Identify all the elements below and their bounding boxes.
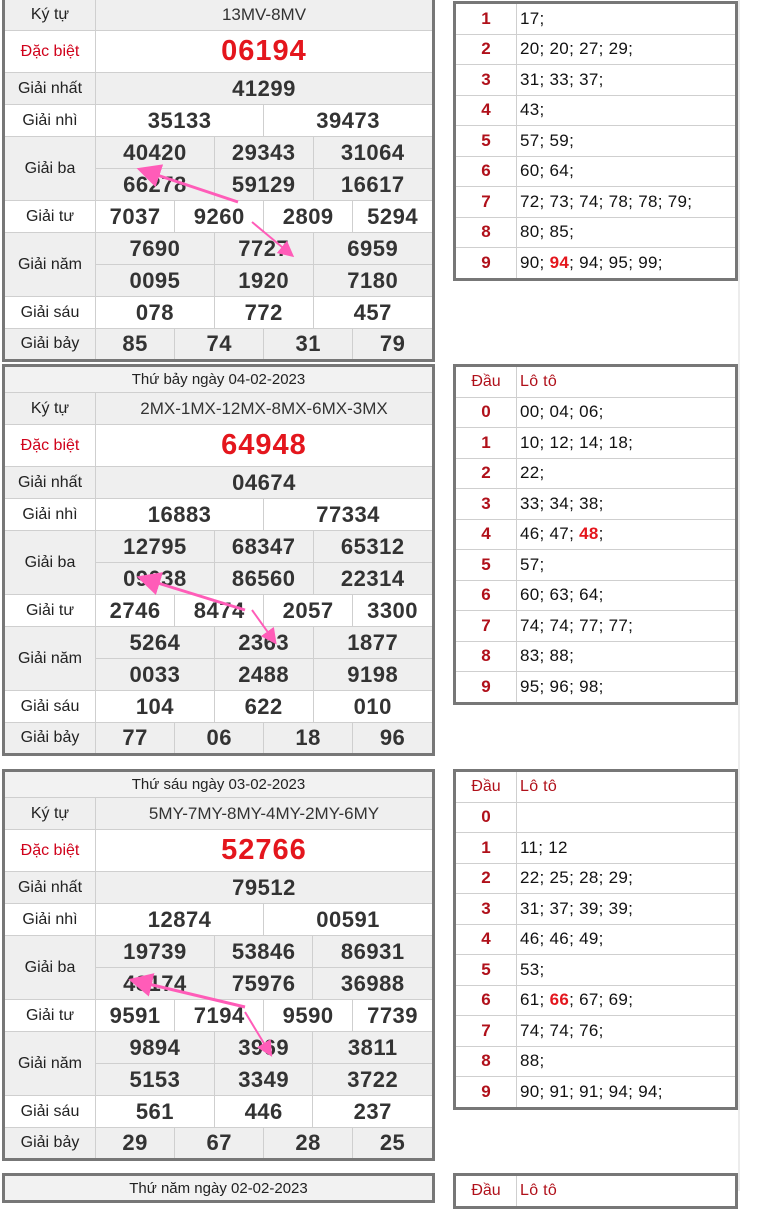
ky-tu-value: 5MY-7MY-8MY-4MY-2MY-6MY — [96, 798, 434, 830]
dac-biet-label: Đặc biệt — [4, 425, 96, 467]
giai-nhat-value: 04674 — [96, 467, 434, 499]
giai-bay-label: Giải bảy — [4, 723, 96, 755]
dau-value: 7 — [455, 611, 517, 642]
giai-nam-value: 3811 — [313, 1032, 434, 1064]
giai-sau-value: 561 — [96, 1096, 215, 1128]
giai-ba-value: 86931 — [313, 936, 434, 968]
loto-text: 90; — [520, 252, 550, 272]
giai-sau-value: 237 — [313, 1096, 434, 1128]
result-table — [2, 769, 435, 1161]
loto-values — [517, 985, 737, 1016]
dau-header: Đầu — [455, 771, 517, 803]
loto-row — [455, 65, 737, 96]
giai-nhat-label: Giải nhất — [4, 872, 96, 904]
dau-value: 6 — [455, 985, 517, 1016]
giai-nhi-value: 35133 — [96, 105, 264, 137]
giai-nhi-label: Giải nhì — [4, 904, 96, 936]
giai-nhi-value: 12874 — [96, 904, 264, 936]
giai-nam-value: 5264 — [96, 627, 215, 659]
giai-nam-value: 5153 — [96, 1064, 215, 1096]
dac-biet-value: 52766 — [96, 830, 434, 872]
giai-nhi-label: Giải nhì — [4, 105, 96, 137]
dau-value: 1 — [455, 833, 517, 864]
loto-values — [517, 1077, 737, 1109]
loto-values — [517, 65, 737, 96]
loto-row — [455, 863, 737, 894]
giai-nam-value: 9198 — [313, 659, 434, 691]
giai-nam-value: 3969 — [214, 1032, 313, 1064]
loto-text: 20; 20; 27; 29; — [520, 39, 634, 59]
giai-tu-label: Giải tư — [4, 1000, 96, 1032]
loto-text: ; 94; 95; 99; — [569, 252, 663, 272]
loto-values — [517, 428, 737, 459]
giai-ba-label: Giải ba — [4, 531, 96, 595]
giai-tu-value: 2057 — [264, 595, 353, 627]
dac-biet-label: Đặc biệt — [4, 31, 96, 73]
ky-tu-label: Ký tự — [4, 0, 96, 31]
giai-bay-value: 85 — [96, 329, 175, 361]
dau-value: 5 — [455, 126, 517, 157]
giai-bay-value: 25 — [353, 1128, 434, 1160]
giai-nhat-label: Giải nhất — [4, 73, 96, 105]
dau-value: 6 — [455, 580, 517, 611]
giai-nhi-value: 77334 — [264, 499, 434, 531]
giai-bay-label: Giải bảy — [4, 329, 96, 361]
dau-value: 9 — [455, 248, 517, 280]
loto-text: 95; 96; 98; — [520, 676, 604, 696]
giai-bay-value: 74 — [175, 329, 264, 361]
loto-values — [517, 611, 737, 642]
giai-bay-value: 31 — [264, 329, 353, 361]
loto-row — [455, 802, 737, 833]
loto-row — [455, 1046, 737, 1077]
giai-tu-label: Giải tư — [4, 595, 96, 627]
loto-values — [517, 833, 737, 864]
giai-bay-value: 18 — [264, 723, 353, 755]
loto-text: 22; 25; 28; 29; — [520, 868, 634, 888]
dau-value: 5 — [455, 955, 517, 986]
giai-nam-value: 2488 — [214, 659, 313, 691]
dau-value: 4 — [455, 95, 517, 126]
loto-row — [455, 34, 737, 65]
dac-biet-value: 64948 — [96, 425, 434, 467]
loto-row — [455, 833, 737, 864]
giai-tu-value: 7194 — [175, 1000, 264, 1032]
giai-bay-value: 96 — [353, 723, 434, 755]
giai-nhi-label: Giải nhì — [4, 499, 96, 531]
ky-tu-value: 2MX-1MX-12MX-8MX-6MX-3MX — [96, 393, 434, 425]
loto-row — [455, 672, 737, 704]
loto-text: 46; 46; 49; — [520, 929, 604, 949]
giai-ba-value: 53846 — [214, 936, 313, 968]
giai-tu-value: 5294 — [353, 201, 434, 233]
dau-value: 7 — [455, 187, 517, 218]
loto-values — [517, 458, 737, 489]
giai-tu-value: 7739 — [353, 1000, 434, 1032]
loto-row — [455, 126, 737, 157]
ky-tu-label: Ký tự — [4, 393, 96, 425]
loto-row — [455, 1077, 737, 1109]
loto-text: 60; 63; 64; — [520, 585, 604, 605]
giai-nam-value: 0033 — [96, 659, 215, 691]
giai-ba-value: 22314 — [313, 563, 434, 595]
loto-header: Lô tô — [517, 1175, 737, 1208]
giai-tu-value: 9590 — [264, 1000, 353, 1032]
giai-sau-label: Giải sáu — [4, 691, 96, 723]
draw-date-title: Thứ bảy ngày 04-02-2023 — [4, 366, 434, 393]
giai-ba-value: 19739 — [96, 936, 215, 968]
result-table — [2, 364, 435, 756]
loto-values — [517, 156, 737, 187]
loto-text: 60; 64; — [520, 161, 575, 181]
loto-values — [517, 95, 737, 126]
loto-row — [455, 458, 737, 489]
loto-text: 61; — [520, 990, 550, 1010]
dau-value: 3 — [455, 894, 517, 925]
giai-nhi-value: 16883 — [96, 499, 264, 531]
giai-ba-value: 29343 — [214, 137, 313, 169]
loto-row — [455, 428, 737, 459]
loto-highlight: 94 — [549, 252, 570, 272]
loto-row — [455, 489, 737, 520]
giai-tu-value: 7037 — [96, 201, 175, 233]
loto-text: 57; — [520, 554, 545, 574]
giai-bay-value: 29 — [96, 1128, 175, 1160]
giai-ba-value: 68347 — [214, 531, 313, 563]
dau-value: 9 — [455, 1077, 517, 1109]
giai-bay-value: 28 — [264, 1128, 353, 1160]
dau-value: 9 — [455, 672, 517, 704]
giai-nam-value: 6959 — [313, 233, 433, 265]
loto-row — [455, 955, 737, 986]
loto-text: 22; — [520, 463, 545, 483]
loto-values — [517, 34, 737, 65]
giai-ba-label: Giải ba — [4, 137, 96, 201]
dau-value: 3 — [455, 65, 517, 96]
giai-ba-value: 36988 — [313, 968, 434, 1000]
giai-sau-value: 457 — [313, 297, 433, 329]
giai-tu-value: 3300 — [353, 595, 434, 627]
giai-tu-value: 2809 — [264, 201, 353, 233]
giai-nam-value: 3349 — [214, 1064, 313, 1096]
giai-nam-label: Giải năm — [4, 233, 96, 297]
giai-nam-value: 7727 — [214, 233, 313, 265]
loto-values — [517, 641, 737, 672]
loto-text: 31; 33; 37; — [520, 69, 604, 89]
loto-row — [455, 217, 737, 248]
giai-tu-value: 9591 — [96, 1000, 175, 1032]
loto-text: 72; 73; 74; 78; 78; 79; — [520, 191, 693, 211]
loto-values — [517, 519, 737, 550]
giai-ba-value: 86560 — [214, 563, 313, 595]
giai-sau-label: Giải sáu — [4, 297, 96, 329]
dau-value: 2 — [455, 863, 517, 894]
loto-table — [453, 364, 738, 705]
loto-values — [517, 672, 737, 704]
loto-row — [455, 187, 737, 218]
loto-row — [455, 248, 737, 280]
loto-text: 74; 74; 77; 77; — [520, 615, 634, 635]
loto-text: 11; 12 — [520, 837, 568, 857]
loto-text: ; 67; 69; — [569, 990, 634, 1010]
giai-nam-value: 7690 — [96, 233, 215, 265]
giai-ba-value: 12795 — [96, 531, 215, 563]
loto-values — [517, 126, 737, 157]
loto-row — [455, 641, 737, 672]
loto-values — [517, 187, 737, 218]
dau-value: 7 — [455, 1016, 517, 1047]
loto-row — [455, 95, 737, 126]
giai-ba-value: 16617 — [313, 169, 433, 201]
loto-text: 31; 37; 39; 39; — [520, 898, 634, 918]
giai-ba-value: 31064 — [313, 137, 433, 169]
giai-tu-label: Giải tư — [4, 201, 96, 233]
loto-row — [455, 397, 737, 428]
loto-values — [517, 248, 737, 280]
dau-value: 6 — [455, 156, 517, 187]
loto-row — [455, 3, 737, 35]
loto-values — [517, 955, 737, 986]
loto-text: 17; — [520, 8, 545, 28]
dau-value: 5 — [455, 550, 517, 581]
giai-sau-value: 010 — [313, 691, 434, 723]
result-table — [2, 0, 435, 362]
loto-row — [455, 550, 737, 581]
giai-nhat-value: 79512 — [96, 872, 434, 904]
loto-values — [517, 894, 737, 925]
loto-row — [455, 924, 737, 955]
giai-nam-value: 1877 — [313, 627, 434, 659]
giai-ba-value: 75976 — [214, 968, 313, 1000]
giai-nhi-value: 00591 — [264, 904, 434, 936]
loto-values — [517, 863, 737, 894]
giai-bay-value: 77 — [96, 723, 175, 755]
loto-highlight: 48 — [579, 524, 599, 544]
draw-date-title: Thứ năm ngày 02-02-2023 — [4, 1175, 434, 1202]
loto-header: Lô tô — [517, 366, 737, 398]
dau-value: 3 — [455, 489, 517, 520]
giai-ba-value: 66278 — [96, 169, 215, 201]
loto-row — [455, 580, 737, 611]
giai-bay-label: Giải bảy — [4, 1128, 96, 1160]
loto-text: 43; — [520, 100, 545, 120]
loto-text: 74; 74; 76; — [520, 1020, 604, 1040]
giai-nam-value: 3722 — [313, 1064, 434, 1096]
loto-row — [455, 1016, 737, 1047]
loto-text: 00; 04; 06; — [520, 402, 604, 422]
loto-text: 33; 34; 38; — [520, 493, 604, 513]
loto-row — [455, 156, 737, 187]
giai-bay-value: 06 — [175, 723, 264, 755]
loto-row — [455, 611, 737, 642]
loto-values — [517, 550, 737, 581]
dau-header: Đầu — [455, 366, 517, 398]
giai-nhat-label: Giải nhất — [4, 467, 96, 499]
dau-value: 4 — [455, 519, 517, 550]
dau-value: 0 — [455, 802, 517, 833]
dau-value: 0 — [455, 397, 517, 428]
giai-bay-value: 67 — [175, 1128, 264, 1160]
loto-values — [517, 217, 737, 248]
loto-values — [517, 1046, 737, 1077]
loto-text: 80; 85; — [520, 222, 575, 242]
dau-value: 2 — [455, 34, 517, 65]
giai-nam-value: 1920 — [214, 265, 313, 297]
loto-text: 90; 91; 91; 94; 94; — [520, 1081, 663, 1101]
loto-text: 57; 59; — [520, 130, 575, 150]
loto-table — [453, 1, 738, 281]
giai-ba-value: 65312 — [313, 531, 434, 563]
dau-value: 8 — [455, 641, 517, 672]
ky-tu-value: 13MV-8MV — [96, 0, 434, 31]
draw-date-title: Thứ sáu ngày 03-02-2023 — [4, 771, 434, 798]
result-table — [2, 1173, 435, 1203]
dac-biet-label: Đặc biệt — [4, 830, 96, 872]
giai-nam-value: 7180 — [313, 265, 433, 297]
page-divider-line — [738, 0, 740, 1191]
loto-values — [517, 802, 737, 833]
giai-sau-value: 104 — [96, 691, 215, 723]
giai-nam-label: Giải năm — [4, 1032, 96, 1096]
loto-row — [455, 894, 737, 925]
giai-tu-value: 2746 — [96, 595, 175, 627]
loto-values — [517, 580, 737, 611]
loto-values — [517, 924, 737, 955]
loto-row — [455, 519, 737, 550]
giai-nhi-value: 39473 — [264, 105, 434, 137]
giai-nam-label: Giải năm — [4, 627, 96, 691]
loto-text: 10; 12; 14; 18; — [520, 432, 634, 452]
loto-header: Lô tô — [517, 771, 737, 803]
dau-value: 1 — [455, 428, 517, 459]
giai-sau-value: 622 — [214, 691, 313, 723]
giai-ba-label: Giải ba — [4, 936, 96, 1000]
giai-ba-value: 48174 — [96, 968, 215, 1000]
dau-value: 1 — [455, 3, 517, 35]
giai-sau-value: 078 — [96, 297, 215, 329]
giai-nhat-value: 41299 — [96, 73, 434, 105]
giai-nam-value: 0095 — [96, 265, 215, 297]
giai-ba-value: 09038 — [96, 563, 215, 595]
giai-sau-label: Giải sáu — [4, 1096, 96, 1128]
giai-sau-value: 446 — [214, 1096, 313, 1128]
dac-biet-value: 06194 — [96, 31, 434, 73]
dau-value: 4 — [455, 924, 517, 955]
dau-value: 8 — [455, 1046, 517, 1077]
loto-text: ; — [598, 524, 604, 544]
loto-highlight: 66 — [549, 990, 570, 1010]
loto-text: 46; 47; — [520, 524, 580, 544]
dau-header: Đầu — [455, 1175, 517, 1208]
giai-tu-value: 9260 — [175, 201, 264, 233]
loto-text: 83; 88; — [520, 646, 575, 666]
giai-bay-value: 79 — [353, 329, 434, 361]
giai-nam-value: 2363 — [214, 627, 313, 659]
dau-value: 2 — [455, 458, 517, 489]
giai-tu-value: 8474 — [175, 595, 264, 627]
dau-value: 8 — [455, 217, 517, 248]
loto-row — [455, 985, 737, 1016]
giai-ba-value: 59129 — [214, 169, 313, 201]
giai-ba-value: 40420 — [96, 137, 215, 169]
loto-values — [517, 489, 737, 520]
ky-tu-label: Ký tự — [4, 798, 96, 830]
giai-sau-value: 772 — [214, 297, 313, 329]
loto-values — [517, 1016, 737, 1047]
giai-nam-value: 9894 — [96, 1032, 215, 1064]
loto-values — [517, 397, 737, 428]
loto-table — [453, 769, 738, 1110]
loto-text: 53; — [520, 959, 545, 979]
loto-text: 88; — [520, 1051, 545, 1071]
loto-values — [517, 3, 737, 35]
